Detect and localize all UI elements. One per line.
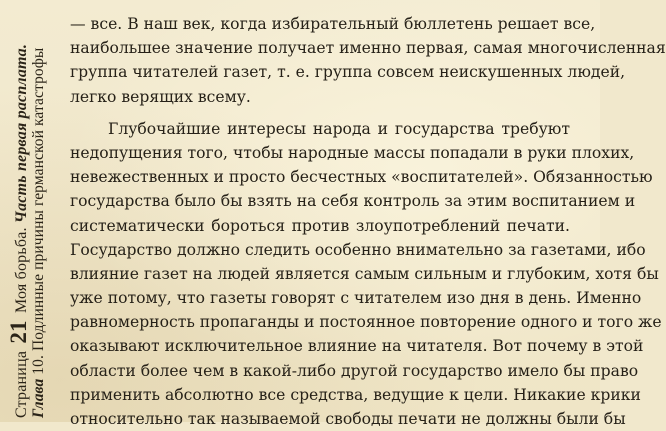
running-header-line-2 xyxy=(30,48,48,418)
text-line: систематически бороться против злоупотреблений печати. xyxy=(70,216,570,235)
text-line: легко верящих всему. xyxy=(70,87,251,106)
text-line: равномерность пропаганды и постоянное повторение одного и того же xyxy=(70,313,662,332)
text-line: влияние газет на людей является самым сильным и глубоким, хотя бы xyxy=(70,264,659,283)
text-line: группа читателей газет, т. е. группа совсем неискушенных людей, xyxy=(70,63,626,82)
text-line: относительно так называемой свободы печати не должны были бы xyxy=(70,410,626,428)
page-number: 21 xyxy=(6,320,31,344)
text-line: применить абсолютно все средства, ведущие к цели. Никакие крики xyxy=(70,385,641,404)
running-header xyxy=(0,0,60,422)
paragraph-1 xyxy=(70,12,666,109)
chapter-number: 10. xyxy=(30,355,47,375)
chapter-label: Глава xyxy=(30,378,47,418)
text-line: недопущения того, чтобы народные массы попадали в руки плохих, xyxy=(70,143,635,162)
text-line: Государство должно следить особенно внимательно за газетами, ибо xyxy=(70,240,646,259)
text-line: области более чем в какой-либо другой государство имело бы право xyxy=(70,361,639,380)
text-line: наибольшее значение получает именно первая, самая многочисленная xyxy=(70,39,666,58)
text-line: — все. В наш век, когда избирательный бюллетень решает все, xyxy=(70,15,596,33)
book-part: Часть первая расплата. xyxy=(13,43,30,224)
paragraph-2 xyxy=(70,117,662,431)
chapter-title: Подлинные причины германской катастрофы xyxy=(30,47,47,352)
body-text xyxy=(70,12,666,431)
text-line: уже потому, что газеты говорят с читателем изо дня в день. Именно xyxy=(70,289,642,308)
page-label: Страница xyxy=(13,350,30,418)
book-title: Моя борьба. xyxy=(13,227,30,314)
text-line: государства было бы взять на себя контроль за этим воспитанием и xyxy=(70,192,636,211)
text-line: невежественных и просто бесчестных «воспитателей». Обязанностью xyxy=(70,168,653,187)
text-line: оказывают исключительное влияние на читателя. Вот почему в этой xyxy=(70,337,644,356)
running-header-line-1 xyxy=(6,44,32,418)
text-line: Глубочайшие интересы народа и государства требуют xyxy=(108,119,570,138)
